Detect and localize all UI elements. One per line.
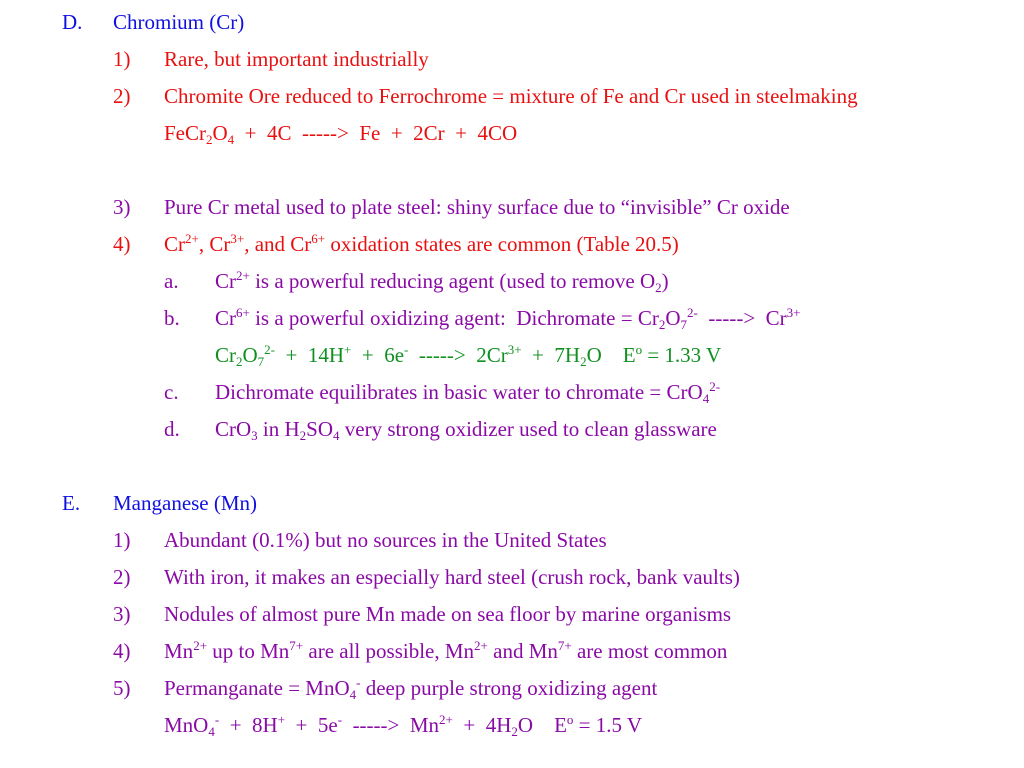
section-d-label: D. bbox=[62, 10, 83, 34]
d-item4-number: 4) bbox=[113, 232, 131, 256]
d-subitem-d-label: d. bbox=[164, 417, 180, 441]
e-item3-text: Nodules of almost pure Mn made on sea floor by marine organisms bbox=[164, 602, 732, 626]
section-e-title: Manganese (Mn) bbox=[113, 491, 258, 515]
e-item5-number: 5) bbox=[113, 676, 131, 700]
d-item1-text: Rare, but important industrially bbox=[164, 47, 429, 71]
d-subitem-c-label: c. bbox=[164, 380, 179, 404]
d-subitem-d-text: CrO$_3$ in $H_2SO_4$ very strong oxidizer used to clean glassware bbox=[215, 417, 717, 443]
d-subitem-a-label: a. bbox=[164, 269, 179, 293]
permanganate-half-reaction: MnO$_4$- + 8H+ + 5e- -----> $Mn^{2+} + 4H_2O$ $E^o = 1.5$ V bbox=[164, 712, 643, 739]
section-e-label: E. bbox=[62, 491, 81, 515]
e-item1-number: 1) bbox=[113, 528, 131, 552]
dichromate-half-reaction: $Cr_2O_7^{2-} + 14H^+ + 6e^-$ -----> $2Cr^{3+} + 7H_2O$ $E^o = 1.33$ V bbox=[215, 342, 722, 369]
ferrochrome-equation: $FeCr_2O_4 + 4C$ -----> Fe + 2Cr + 4CO bbox=[164, 121, 518, 147]
d-subitem-a-text: $Cr^{2+}$ is a powerful reducing agent (used to remove $O_2$) bbox=[215, 268, 669, 295]
e-item4-number: 4) bbox=[113, 639, 131, 663]
d-item2-number: 2) bbox=[113, 84, 131, 108]
e-item4-text: $Mn^{2+}$ up to $Mn^{7+}$ are all possible, $Mn^{2+}$ and $Mn^{7+}$ are most common bbox=[164, 638, 728, 663]
e-item3-number: 3) bbox=[113, 602, 131, 626]
d-item3-text: Pure Cr metal used to plate steel: shiny surface due to “invisible” Cr oxide bbox=[164, 195, 790, 219]
d-item1-number: 1) bbox=[113, 47, 131, 71]
d-item4-text: $Cr^{2+}$, $Cr^{3+}$, and $Cr^{6+}$ oxidation states are common (Table 20.5) bbox=[164, 231, 679, 256]
e-item2-text: With iron, it makes an especially hard steel (crush rock, bank vaults) bbox=[164, 565, 740, 589]
e-item2-number: 2) bbox=[113, 565, 131, 589]
d-item2-text: Chromite Ore reduced to Ferrochrome = mixture of Fe and Cr used in steelmaking bbox=[164, 84, 858, 108]
d-subitem-b-label: b. bbox=[164, 306, 180, 330]
d-subitem-b-text: $Cr^{6+}$ is a powerful oxidizing agent: Dichromate = $Cr_2O_7^{2-}$ -----> $Cr^{3+}$ bbox=[215, 305, 801, 332]
d-subitem-c-text: Dichromate equilibrates in basic water to chromate = CrO$_4^{2-}$ bbox=[215, 379, 721, 406]
e-item5-text: Permanganate = MnO$_4$- deep purple strong oxidizing agent bbox=[164, 675, 658, 702]
e-item1-text: Abundant (0.1%) but no sources in the United States bbox=[164, 528, 607, 552]
d-item3-number: 3) bbox=[113, 195, 131, 219]
section-d-title: Chromium (Cr) bbox=[113, 10, 245, 34]
